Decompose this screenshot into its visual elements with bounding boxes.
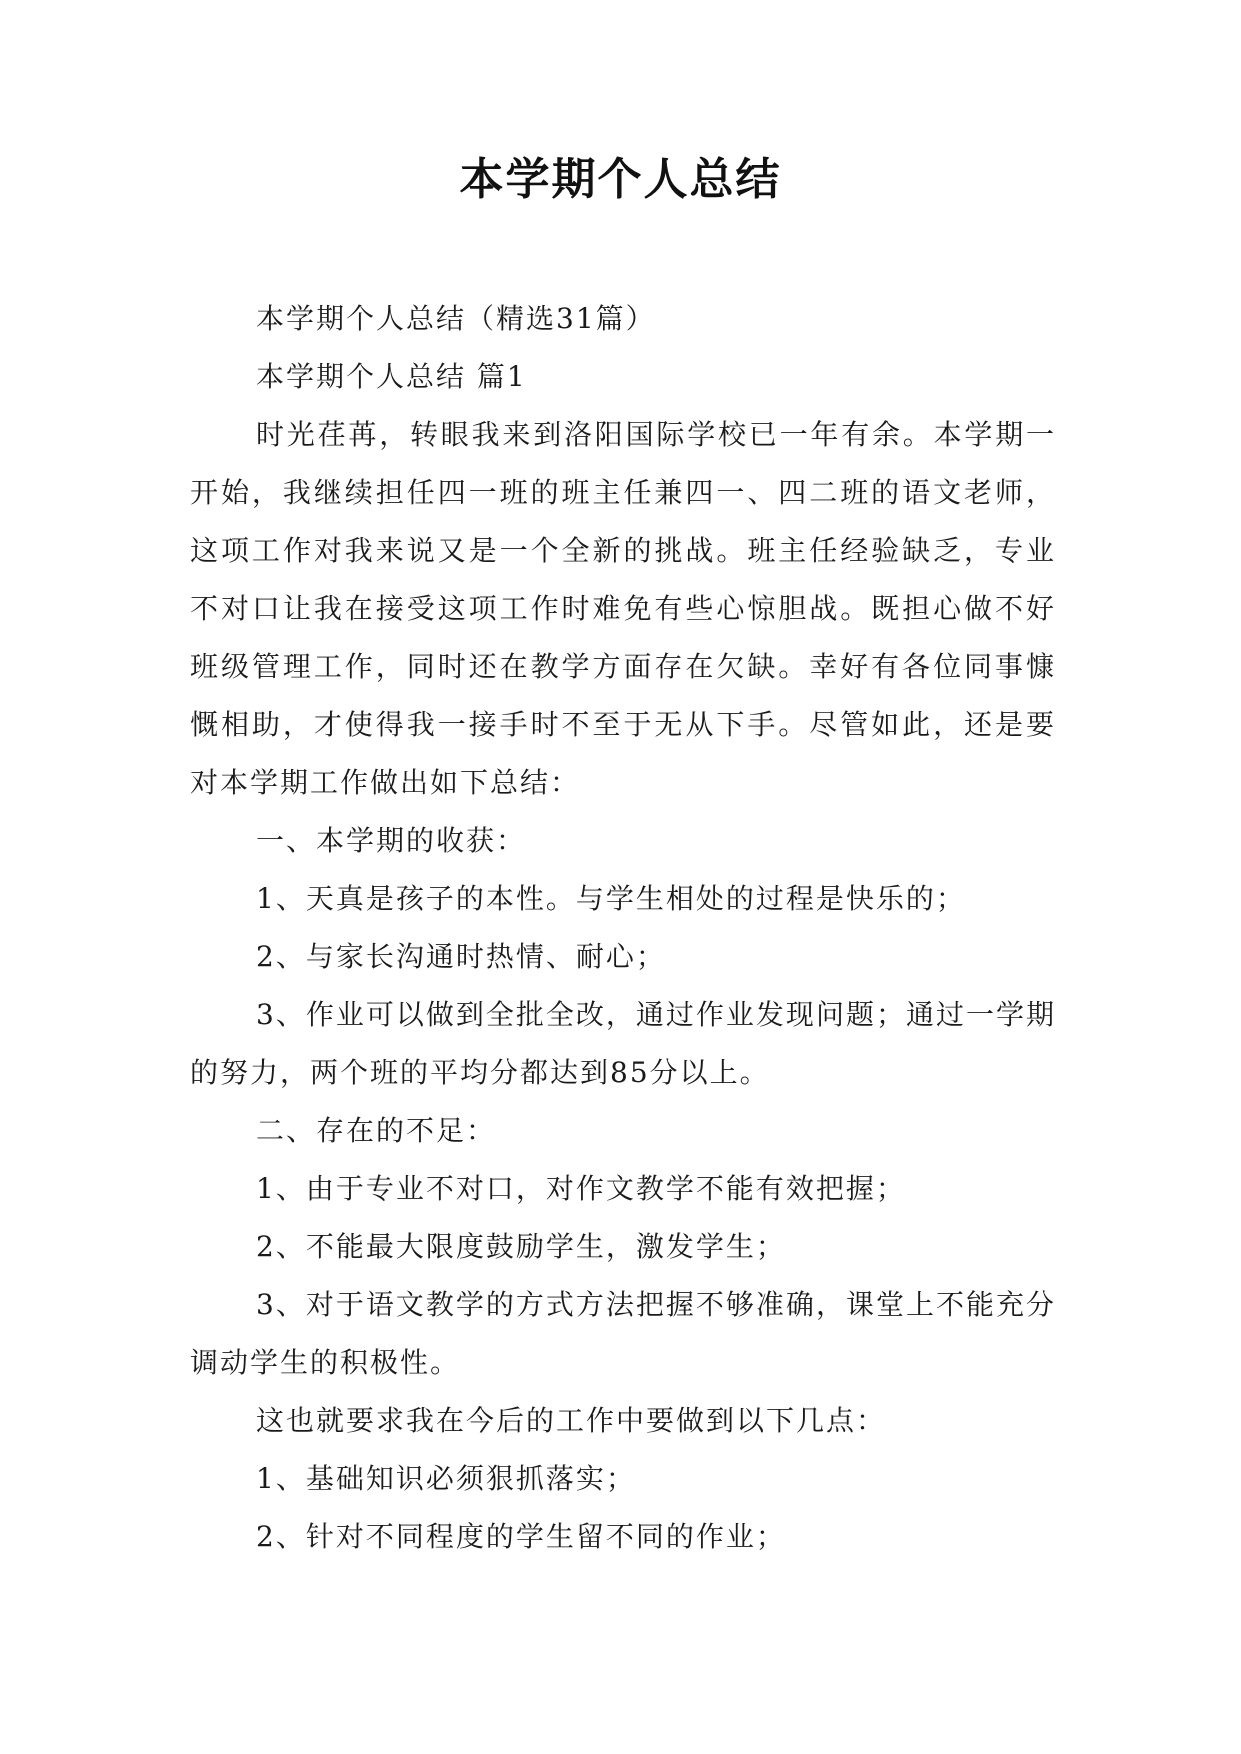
list-item: 1、基础知识必须狠抓落实； (256, 1462, 636, 1495)
document-title: 本学期个人总结 (459, 154, 782, 205)
list-item: 3、对于语文教学的方式方法把握不够准确，课堂上不能充分调动学生的积极性。 (190, 1288, 1056, 1379)
subtitle-line: 本学期个人总结（精选31篇） (256, 302, 656, 335)
list-item: 3、作业可以做到全批全改，通过作业发现问题；通过一学期的努力，两个班的平均分都达到85分以上。 (190, 998, 1056, 1089)
list-item: 2、不能最大限度鼓励学生，激发学生； (256, 1230, 786, 1263)
list-item: 2、针对不同程度的学生留不同的作业； (256, 1520, 786, 1553)
body-paragraph: 这也就要求我在今后的工作中要做到以下几点： (256, 1404, 887, 1437)
list-heading: 二、存在的不足： (256, 1114, 497, 1147)
list-item: 1、由于专业不对口，对作文教学不能有效把握； (256, 1172, 906, 1205)
document-body (190, 290, 1056, 1566)
list-item: 2、与家长沟通时热情、耐心； (256, 940, 666, 973)
section-heading: 本学期个人总结 篇1 (256, 360, 527, 393)
body-paragraph: 时光荏苒，转眼我来到洛阳国际学校已一年有余。本学期一开始，我继续担任四一班的班主任兼四一、四二班的语文老师，这项工作对我来说又是一个全新的挑战。班主任经验缺乏，专业不对口让我在接受这项工作时难免有些心惊胆战。既担心做不好班级管理工作，同时还在教学方面存在欠缺。幸好有各位同事慷慨相助，才使得我一接手时不至于无从下手。尽管如此，还是要对本学期工作做出如下总结： (190, 418, 1056, 799)
list-heading: 一、本学期的收获： (256, 824, 527, 857)
list-item: 1、天真是孩子的本性。与学生相处的过程是快乐的； (256, 882, 966, 915)
